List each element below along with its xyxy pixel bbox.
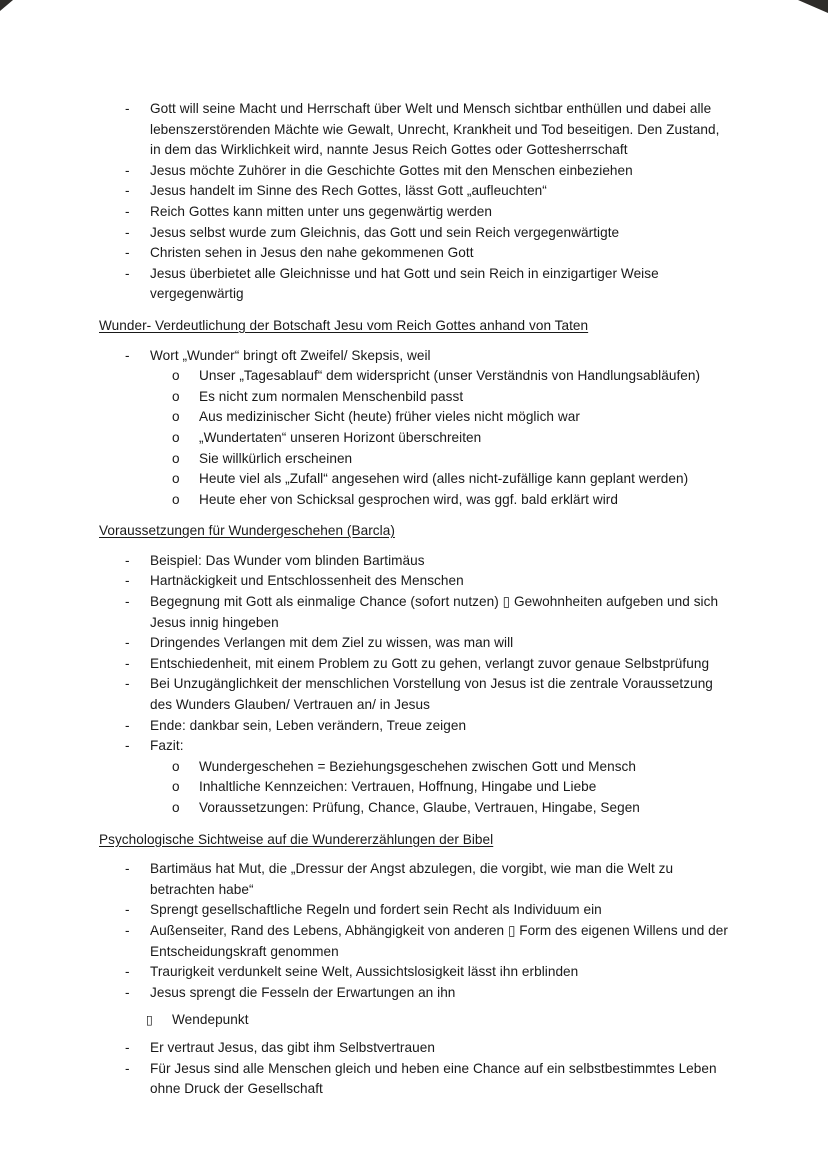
- bullet-item: [99, 900, 732, 921]
- section-heading: [99, 830, 732, 851]
- sub-bullet-item: [99, 428, 732, 449]
- bullet-text: Traurigkeit verdunkelt seine Welt, Aussichtslosigkeit lässt ihn erblinden: [150, 964, 579, 980]
- section-heading-text: Voraussetzungen für Wundergeschehen (Barcla): [99, 523, 395, 539]
- sub-bullet-item: [99, 777, 732, 798]
- bullet-text: Jesus überbietet alle Gleichnisse und hat Gott und sein Reich in einzigartiger Weise vergegenwärtig: [150, 265, 659, 302]
- bullet-list: [99, 99, 732, 305]
- bullet-text: Christen sehen in Jesus den nahe gekommenen Gott: [150, 245, 474, 261]
- bullet-marker: -: [125, 203, 130, 219]
- bullet-marker: -: [125, 655, 130, 671]
- bullet-item: [99, 716, 732, 737]
- bullet-marker: -: [125, 676, 130, 692]
- bullet-text: Er vertraut Jesus, das gibt ihm Selbstvertrauen: [150, 1039, 435, 1055]
- sub-bullet-text: Es nicht zum normalen Menschenbild passt: [199, 388, 464, 404]
- sub-bullet-text: Inhaltliche Kennzeichen: Vertrauen, Hoffnung, Hingabe und Liebe: [199, 779, 597, 795]
- bullet-text: Bei Unzugänglichkeit der menschlichen Vorstellung von Jesus ist die zentrale Voraussetzung des Wunders Glauben/ Vertrauen an/ in Jesus: [150, 676, 713, 713]
- bullet-item: [99, 202, 732, 223]
- bullet-text: Bartimäus hat Mut, die „Dressur der Angst abzulegen, die vorgibt, wie man die Welt zu betrachten habe“: [150, 861, 674, 897]
- bullet-item: [99, 1059, 732, 1100]
- bullet-list: [99, 551, 732, 819]
- bullet-item: [99, 1038, 732, 1059]
- bullet-item: [99, 551, 732, 572]
- bullet-marker: -: [125, 552, 130, 568]
- sub-bullet-marker: o: [172, 450, 180, 466]
- bullet-list: [99, 346, 732, 511]
- bullet-text: Jesus selbst wurde zum Gleichnis, das Gott und sein Reich vergegenwärtigte: [150, 224, 620, 240]
- bullet-text: Fazit:: [150, 738, 184, 754]
- sub-bullet-marker: o: [172, 779, 180, 795]
- bullet-marker: -: [125, 902, 130, 918]
- bullet-marker: -: [125, 1060, 130, 1076]
- bullet-list: [99, 1038, 732, 1100]
- bullet-item: [99, 592, 732, 633]
- bullet-item: [99, 346, 732, 367]
- sub-bullet-marker: o: [172, 409, 180, 425]
- bullet-text: Jesus möchte Zuhörer in die Geschichte Gottes mit den Menschen einbeziehen: [150, 162, 633, 178]
- bullet-text: Gott will seine Macht und Herrschaft über Welt und Mensch sichtbar enthüllen und dabei alle lebenszerstörenden Mächte wie Gewalt, Unrecht, Krankheit und Tod beseitigen. Den Zustand, in dem das Wirklichkeit wird, nannte Jesus Reich Gottes oder Gottesherrschaft: [150, 101, 720, 158]
- sub-bullet-text: „Wundertaten“ unseren Horizont überschreiten: [199, 429, 482, 445]
- bullet-text: Jesus sprengt die Fesseln der Erwartungen an ihn: [150, 984, 456, 1000]
- sub-bullet-item: [99, 469, 732, 490]
- sub-bullet-text: Sie willkürlich erscheinen: [199, 450, 353, 466]
- sub-bullet-item: [99, 387, 732, 408]
- bullet-marker: -: [125, 635, 130, 651]
- bullet-text: Wort „Wunder“ bringt oft Zweifel/ Skepsis, weil: [150, 347, 431, 363]
- photo-corner-artifact-left: [0, 0, 13, 11]
- bullet-item: [99, 243, 732, 264]
- bullet-text: Außenseiter, Rand des Lebens, Abhängigkeit von anderen ▯ Form des eigenen Willens und der Entscheidungskraft genommen: [150, 922, 728, 959]
- document-content: [99, 99, 732, 1100]
- sub-bullet-item: [99, 407, 732, 428]
- bullet-text: Ende: dankbar sein, Leben verändern, Treue zeigen: [150, 717, 467, 733]
- bullet-text: Reich Gottes kann mitten unter uns gegenwärtig werden: [150, 203, 492, 219]
- bullet-item: [99, 181, 732, 202]
- sub-bullet-text: Heute viel als „Zufall“ angesehen wird (alles nicht-zufällige kann geplant werden): [199, 471, 689, 487]
- arrow-line: [99, 1010, 732, 1031]
- sub-bullet-marker: o: [172, 491, 180, 507]
- bullet-item: [99, 264, 732, 305]
- bullet-marker: -: [125, 594, 130, 610]
- sub-bullet-text: Voraussetzungen: Prüfung, Chance, Glaube, Vertrauen, Hingabe, Segen: [199, 800, 640, 815]
- bullet-marker: -: [125, 162, 130, 178]
- sub-bullet-item: [99, 449, 732, 470]
- bullet-item: [99, 859, 732, 900]
- bullet-text: Entschiedenheit, mit einem Problem zu Gott zu gehen, verlangt zuvor genaue Selbstprüfung: [150, 655, 710, 671]
- section-heading-text: Psychologische Sichtweise auf die Wundererzählungen der Bibel: [99, 831, 494, 847]
- bullet-marker: -: [125, 861, 130, 877]
- section-heading-text: Wunder- Verdeutlichung der Botschaft Jesu vom Reich Gottes anhand von Taten: [99, 317, 589, 333]
- bullet-text: Dringendes Verlangen mit dem Ziel zu wissen, was man will: [150, 635, 514, 651]
- bullet-item: [99, 962, 732, 983]
- sub-bullet-item: [99, 757, 732, 778]
- bullet-item: [99, 633, 732, 654]
- bullet-text: Beispiel: Das Wunder vom blinden Bartimäus: [150, 552, 425, 568]
- missing-glyph-icon: ▯: [146, 1013, 153, 1028]
- bullet-item: [99, 161, 732, 182]
- sub-bullet-text: Aus medizinischer Sicht (heute) früher vieles nicht möglich war: [199, 409, 580, 425]
- sub-bullet-marker: o: [172, 388, 180, 404]
- bullet-marker: -: [125, 183, 130, 199]
- bullet-text: Für Jesus sind alle Menschen gleich und heben eine Chance auf ein selbstbestimmtes Leben ohne Druck der Gesellschaft: [150, 1060, 717, 1097]
- bullet-item: [99, 736, 732, 757]
- bullet-item: [99, 654, 732, 675]
- bullet-marker: -: [125, 964, 130, 980]
- sub-bullet-item: [99, 798, 732, 819]
- bullet-item: [99, 223, 732, 244]
- sub-bullet-item: [99, 490, 732, 511]
- sub-bullet-marker: o: [172, 368, 180, 384]
- section-heading: [99, 521, 732, 542]
- bullet-item: [99, 99, 732, 161]
- section-heading: [99, 316, 732, 337]
- bullet-marker: -: [125, 717, 130, 733]
- sub-bullet-marker: o: [172, 429, 180, 445]
- bullet-marker: -: [125, 738, 130, 754]
- sub-bullet-text: Wundergeschehen = Beziehungsgeschehen zwischen Gott und Mensch: [199, 758, 636, 774]
- sub-bullet-marker: o: [172, 471, 180, 487]
- bullet-marker: -: [125, 265, 130, 281]
- sub-bullet-text: Heute eher von Schicksal gesprochen wird, was ggf. bald erklärt wird: [199, 491, 618, 507]
- bullet-text: Sprengt gesellschaftliche Regeln und fordert sein Recht als Individuum ein: [150, 902, 602, 918]
- sub-bullet-text: Unser „Tagesablauf“ dem widerspricht (unser Verständnis von Handlungsabläufen): [199, 368, 701, 384]
- bullet-item: [99, 571, 732, 592]
- bullet-list: [99, 859, 732, 1003]
- sub-bullet-item: [99, 366, 732, 387]
- bullet-text: Begegnung mit Gott als einmalige Chance (sofort nutzen) ▯ Gewohnheiten aufgeben und sich Jesus innig hingeben: [150, 594, 719, 630]
- bullet-item: [99, 983, 732, 1004]
- bullet-marker: -: [125, 347, 130, 363]
- sub-bullet-marker: o: [172, 758, 180, 774]
- bullet-item: [99, 674, 732, 715]
- bullet-text: Jesus handelt im Sinne des Rech Gottes, lässt Gott „aufleuchten“: [150, 183, 547, 199]
- arrow-line-text: Wendepunkt: [172, 1012, 249, 1028]
- bullet-marker: -: [125, 101, 130, 116]
- bullet-text: Hartnäckigkeit und Entschlossenheit des Menschen: [150, 573, 464, 589]
- bullet-item: [99, 921, 732, 962]
- bullet-marker: -: [125, 245, 130, 261]
- bullet-marker: -: [125, 922, 130, 938]
- bullet-marker: -: [125, 984, 130, 1000]
- bullet-marker: -: [125, 224, 130, 240]
- bullet-marker: -: [125, 1039, 130, 1055]
- photo-corner-artifact-right: [798, 0, 828, 13]
- sub-bullet-marker: o: [172, 800, 180, 815]
- bullet-marker: -: [125, 573, 130, 589]
